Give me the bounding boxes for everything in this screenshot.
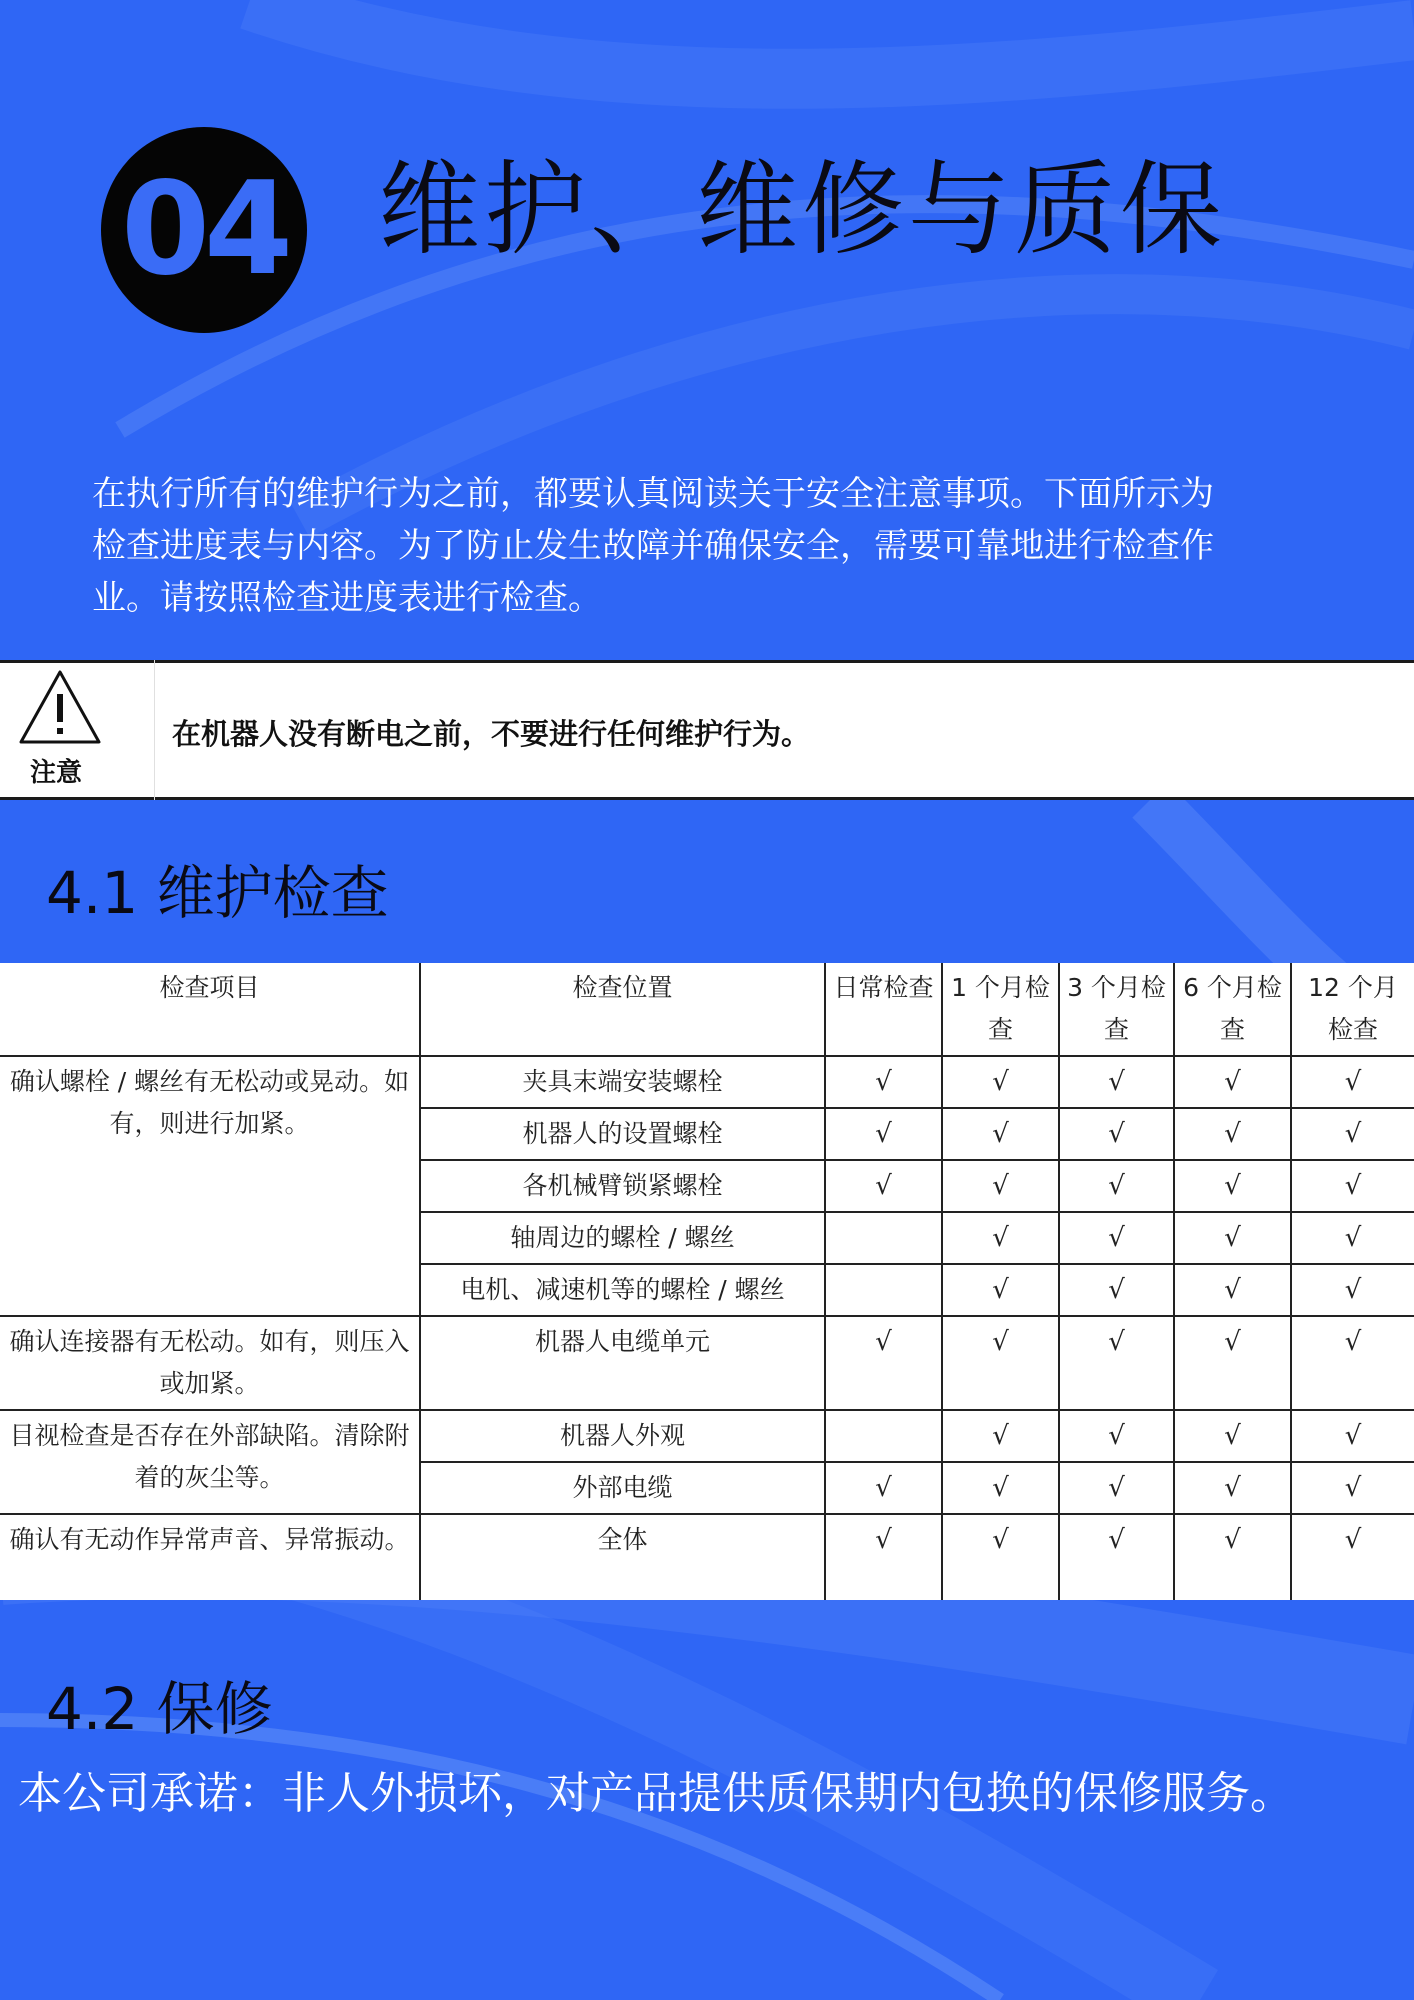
- check-mark-cell: √: [1174, 1056, 1291, 1108]
- notice-divider: [154, 660, 155, 800]
- table-header-cell: 日常检查: [825, 963, 942, 1056]
- table-row: [0, 1514, 1414, 1600]
- check-mark-cell: √: [942, 1056, 1059, 1108]
- section-title-warranty: 4.2 保修: [46, 1675, 273, 1743]
- check-mark-cell: √: [942, 1264, 1059, 1316]
- inspection-table-container: [0, 963, 1414, 1600]
- check-mark-cell: √: [1291, 1264, 1414, 1316]
- section-number-badge: [101, 127, 307, 333]
- warning-triangle-icon: [17, 668, 103, 748]
- check-mark-cell: √: [825, 1462, 942, 1514]
- check-mark-cell: √: [825, 1056, 942, 1108]
- table-row: [0, 1410, 1414, 1462]
- inspection-location-cell: 全体: [420, 1514, 825, 1600]
- inspection-location-cell: 机器人的设置螺栓: [420, 1108, 825, 1160]
- check-mark-cell: √: [942, 1462, 1059, 1514]
- table-header-cell: 12 个月检查: [1291, 963, 1414, 1056]
- table-header-row: [0, 963, 1414, 1056]
- table-header-cell: 3 个月检查: [1059, 963, 1174, 1056]
- check-mark-cell: √: [825, 1108, 942, 1160]
- check-mark-cell: √: [825, 1316, 942, 1410]
- check-mark-cell: √: [1059, 1108, 1174, 1160]
- check-mark-cell: √: [1059, 1514, 1174, 1600]
- section-title-maintenance: 4.1 维护检查: [46, 859, 389, 927]
- check-mark-cell: √: [942, 1514, 1059, 1600]
- check-mark-cell: √: [1291, 1316, 1414, 1410]
- check-mark-cell: √: [1174, 1514, 1291, 1600]
- warranty-text: 本公司承诺：非人外损坏，对产品提供质保期内包换的保修服务。: [18, 1768, 1294, 1819]
- check-mark-cell: √: [1174, 1108, 1291, 1160]
- inspection-location-cell: 轴周边的螺栓 / 螺丝: [420, 1212, 825, 1264]
- check-mark-cell: √: [942, 1108, 1059, 1160]
- check-mark-cell: [825, 1264, 942, 1316]
- check-mark-cell: √: [1059, 1160, 1174, 1212]
- check-mark-cell: √: [1059, 1212, 1174, 1264]
- table-row: [0, 1056, 1414, 1108]
- check-mark-cell: √: [942, 1410, 1059, 1462]
- inspection-location-cell: 电机、减速机等的螺栓 / 螺丝: [420, 1264, 825, 1316]
- check-mark-cell: √: [1174, 1264, 1291, 1316]
- check-mark-cell: √: [1174, 1462, 1291, 1514]
- check-mark-cell: √: [1291, 1410, 1414, 1462]
- check-mark-cell: √: [825, 1160, 942, 1212]
- inspection-table: [0, 963, 1414, 1600]
- check-mark-cell: √: [1291, 1514, 1414, 1600]
- check-mark-cell: √: [1174, 1160, 1291, 1212]
- table-row: [0, 1316, 1414, 1410]
- section-number: 04: [120, 155, 288, 304]
- check-mark-cell: √: [1291, 1108, 1414, 1160]
- check-mark-cell: √: [942, 1316, 1059, 1410]
- check-mark-cell: √: [1291, 1462, 1414, 1514]
- table-body: [0, 1056, 1414, 1600]
- inspection-item-cell: 确认螺栓 / 螺丝有无松动或晃动。如有，则进行加紧。: [0, 1056, 420, 1316]
- inspection-location-cell: 各机械臂锁紧螺栓: [420, 1160, 825, 1212]
- check-mark-cell: √: [942, 1160, 1059, 1212]
- inspection-location-cell: 外部电缆: [420, 1462, 825, 1514]
- check-mark-cell: √: [1059, 1462, 1174, 1514]
- inspection-item-cell: 目视检查是否存在外部缺陷。清除附着的灰尘等。: [0, 1410, 420, 1514]
- page-title: 维护、维修与质保: [378, 151, 1226, 270]
- check-mark-cell: [825, 1212, 942, 1264]
- inspection-location-cell: 夹具末端安装螺栓: [420, 1056, 825, 1108]
- notice-text: 在机器人没有断电之前，不要进行任何维护行为。: [172, 717, 811, 751]
- intro-paragraph: 在执行所有的维护行为之前，都要认真阅读关于安全注意事项。下面所示为检查进度表与内容。为了防止发生故障并确保安全，需要可靠地进行检查作业。请按照检查进度表进行检查。: [92, 474, 1214, 618]
- check-mark-cell: √: [942, 1212, 1059, 1264]
- inspection-location-cell: 机器人外观: [420, 1410, 825, 1462]
- check-mark-cell: √: [1291, 1212, 1414, 1264]
- check-mark-cell: √: [1059, 1316, 1174, 1410]
- check-mark-cell: √: [1174, 1316, 1291, 1410]
- table-header-cell: 检查项目: [0, 963, 420, 1056]
- inspection-location-cell: 机器人电缆单元: [420, 1316, 825, 1410]
- table-header-cell: 1 个月检查: [942, 963, 1059, 1056]
- notice-label: 注意: [30, 758, 83, 788]
- check-mark-cell: √: [1059, 1410, 1174, 1462]
- check-mark-cell: √: [825, 1514, 942, 1600]
- table-header-cell: 检查位置: [420, 963, 825, 1056]
- check-mark-cell: √: [1291, 1160, 1414, 1212]
- check-mark-cell: √: [1174, 1212, 1291, 1264]
- check-mark-cell: √: [1059, 1264, 1174, 1316]
- table-header-cell: 6 个月检查: [1174, 963, 1291, 1056]
- inspection-item-cell: 确认有无动作异常声音、异常振动。: [0, 1514, 420, 1600]
- check-mark-cell: √: [1291, 1056, 1414, 1108]
- inspection-item-cell: 确认连接器有无松动。如有，则压入或加紧。: [0, 1316, 420, 1410]
- check-mark-cell: √: [1059, 1056, 1174, 1108]
- check-mark-cell: [825, 1410, 942, 1462]
- check-mark-cell: √: [1174, 1410, 1291, 1462]
